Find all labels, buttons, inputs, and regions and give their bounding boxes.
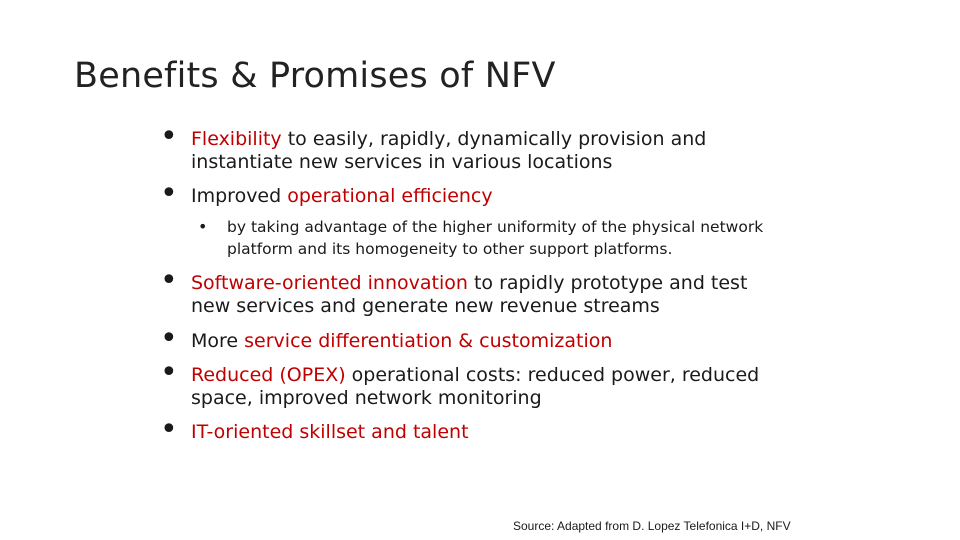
bullet-dot-icon: • bbox=[160, 355, 178, 390]
bullet-text bbox=[191, 128, 791, 174]
bullet-highlight: service differentiation & customization bbox=[244, 330, 613, 352]
bullet-rest: to easily, rapidly, dynamically provision and instantiate new services in various locations bbox=[191, 128, 707, 173]
source-citation: Source: Adapted from D. Lopez Telefonica I+D, NFV bbox=[513, 519, 791, 533]
sub-bullet-dot-icon: • bbox=[198, 217, 208, 236]
slide-title: Benefits & Promises of NFV bbox=[74, 56, 556, 96]
bullet-highlight: IT-oriented skillset and talent bbox=[191, 421, 469, 443]
bullet-highlight: Software-oriented innovation bbox=[191, 272, 468, 294]
bullet-text bbox=[191, 272, 791, 318]
bullet-prefix: Improved bbox=[191, 185, 288, 207]
bullet-text bbox=[191, 421, 791, 444]
bullet-highlight: operational efficiency bbox=[287, 185, 493, 207]
sub-bullet-text: by taking advantage of the higher uniformity of the physical network platform and its homogeneity to other support platforms. bbox=[227, 218, 764, 258]
bullet-rest: operational costs: reduced power, reduced space, improved network monitoring bbox=[191, 364, 760, 409]
bullet-highlight: Reduced (OPEX) bbox=[191, 364, 346, 386]
bullet-highlight: Flexibility bbox=[191, 128, 282, 150]
bullet-dot-icon: • bbox=[160, 321, 178, 356]
bullet-dot-icon: • bbox=[160, 176, 178, 211]
bullet-dot-icon: • bbox=[160, 412, 178, 447]
bullet-dot-icon: • bbox=[160, 119, 178, 154]
bullet-prefix: More bbox=[191, 330, 245, 352]
bullet-rest: to rapidly prototype and test new services and generate new revenue streams bbox=[191, 272, 748, 317]
bullet-text bbox=[191, 185, 791, 208]
bullet-dot-icon: • bbox=[160, 263, 178, 298]
bullet-text bbox=[191, 330, 791, 353]
bullet-text bbox=[191, 364, 791, 410]
